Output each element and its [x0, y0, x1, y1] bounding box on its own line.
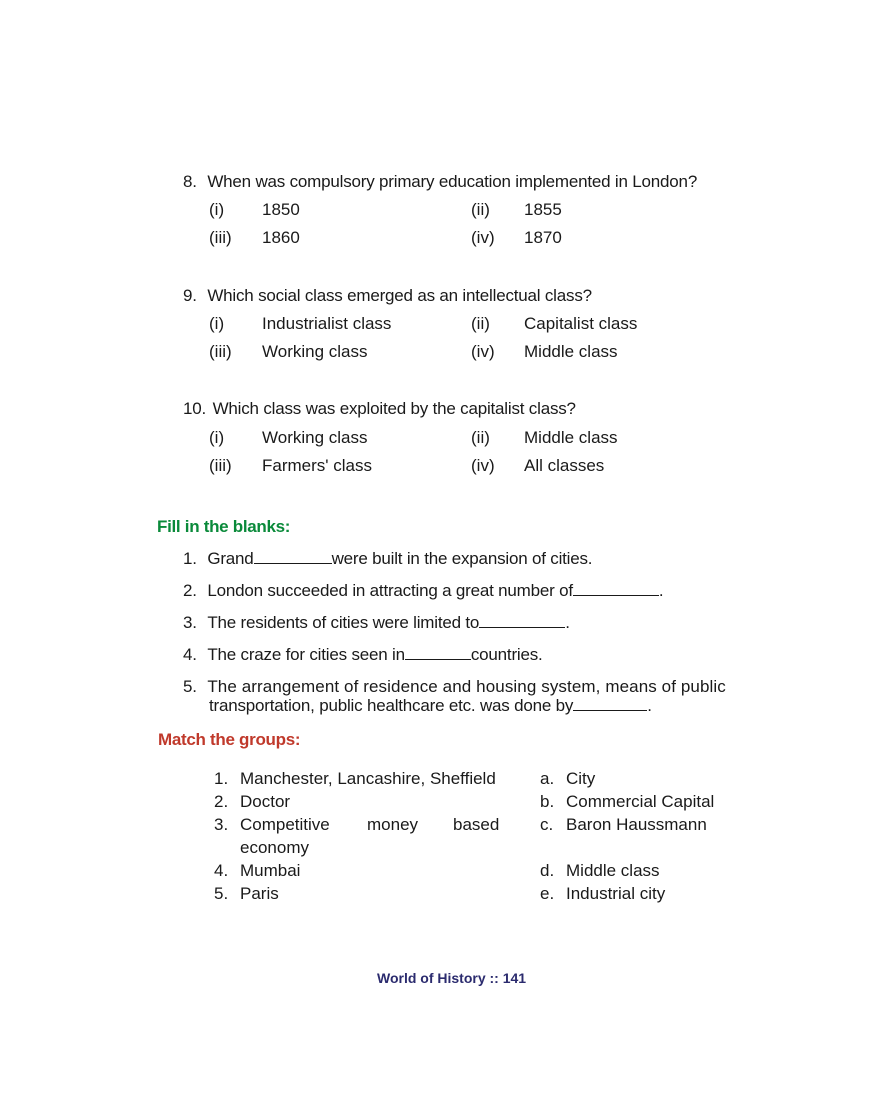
- option-label: (ii): [471, 314, 490, 333]
- option-text: Working class: [262, 342, 368, 361]
- option-label: (i): [209, 314, 225, 333]
- match-left-text: based: [453, 815, 500, 834]
- item-text-after: were built in the expansion of cities.: [331, 549, 593, 568]
- question-text: Which social class emerged as an intellectual class?: [207, 286, 592, 305]
- match-left-text: money: [367, 815, 419, 834]
- item-text-before: The craze for cities seen in: [207, 645, 405, 664]
- page-footer: World of History :: 141: [377, 970, 527, 986]
- match-left-text: Paris: [240, 884, 279, 903]
- item-text-before: transportation, public healthcare etc. was done by: [209, 696, 574, 715]
- match-left-text: Competitive: [240, 815, 330, 834]
- option-text: 1850: [262, 200, 300, 219]
- question-number: 8.: [183, 172, 197, 191]
- fill-blank-item: [183, 613, 570, 633]
- option-text: 1860: [262, 228, 300, 247]
- option-text: Industrialist class: [262, 314, 392, 333]
- fill-blanks-heading: Fill in the blanks:: [157, 517, 291, 536]
- match-left-text: economy: [240, 838, 309, 857]
- option-text: 1855: [524, 200, 562, 219]
- option-text: Farmers' class: [262, 456, 372, 475]
- match-heading: Match the groups:: [158, 730, 301, 749]
- match-left-text: Mumbai: [240, 861, 301, 880]
- option-text: All classes: [524, 456, 605, 475]
- item-text-before: London succeeded in attracting a great number of: [207, 581, 573, 600]
- match-right-text: Baron Haussmann: [566, 815, 707, 834]
- match-right-letter: b.: [540, 792, 555, 811]
- option-label: (iv): [471, 342, 495, 361]
- item-text-after: countries.: [470, 645, 543, 664]
- match-left-text: Doctor: [240, 792, 291, 811]
- item-number: 2.: [183, 581, 197, 600]
- match-left-number: 2.: [214, 792, 229, 811]
- option-label: (iii): [209, 342, 232, 361]
- item-text-line1: The arrangement of residence and housing system, means of public: [207, 677, 726, 696]
- question-number: 9.: [183, 286, 197, 305]
- question-9: [183, 286, 592, 306]
- question-number: 10.: [183, 399, 207, 418]
- match-right-text: Commercial Capital: [566, 792, 715, 811]
- option-label: (iv): [471, 456, 495, 475]
- blank-line: [573, 581, 659, 596]
- item-text-after: .: [658, 581, 664, 600]
- option-label: (ii): [471, 200, 490, 219]
- blank-line: [254, 549, 332, 564]
- option-label: (i): [209, 200, 225, 219]
- match-right-letter: e.: [540, 884, 555, 903]
- option-text: Working class: [262, 428, 368, 447]
- item-number: 4.: [183, 645, 197, 664]
- item-text-before: The residents of cities were limited to: [207, 613, 480, 632]
- blank-line: [479, 613, 565, 628]
- blank-line: [405, 645, 471, 660]
- option-text: Middle class: [524, 428, 618, 447]
- question-text: Which class was exploited by the capitalist class?: [212, 399, 576, 418]
- item-number: 3.: [183, 613, 197, 632]
- fill-blank-item: [183, 549, 592, 569]
- fill-blank-item: [183, 645, 543, 665]
- fill-blank-item: [183, 677, 726, 697]
- question-text: When was compulsory primary education implemented in London?: [207, 172, 698, 191]
- match-left-number: 1.: [214, 769, 229, 788]
- item-number: 1.: [183, 549, 197, 568]
- option-label: (ii): [471, 428, 490, 447]
- match-right-letter: a.: [540, 769, 555, 788]
- fill-blank-item-continued: [209, 696, 652, 716]
- option-text: Capitalist class: [524, 314, 638, 333]
- option-label: (iv): [471, 228, 495, 247]
- option-text: Middle class: [524, 342, 618, 361]
- match-left-number: 4.: [214, 861, 229, 880]
- match-left-number: 5.: [214, 884, 229, 903]
- blank-line: [573, 696, 647, 711]
- match-right-text: Middle class: [566, 861, 660, 880]
- match-left-number: 3.: [214, 815, 229, 834]
- option-label: (iii): [209, 228, 232, 247]
- item-text-before: Grand: [207, 549, 254, 568]
- item-text-after: .: [647, 696, 652, 715]
- question-8: [183, 172, 697, 192]
- item-text-after: .: [565, 613, 570, 632]
- match-right-text: Industrial city: [566, 884, 666, 903]
- question-10: [183, 399, 576, 419]
- match-left-text: Manchester, Lancashire, Sheffield: [240, 769, 496, 788]
- item-number: 5.: [183, 677, 197, 696]
- option-label: (i): [209, 428, 225, 447]
- fill-blank-item: [183, 581, 663, 601]
- option-text: 1870: [524, 228, 562, 247]
- match-right-letter: d.: [540, 861, 555, 880]
- match-right-letter: c.: [540, 815, 554, 834]
- option-label: (iii): [209, 456, 232, 475]
- match-right-text: City: [566, 769, 596, 788]
